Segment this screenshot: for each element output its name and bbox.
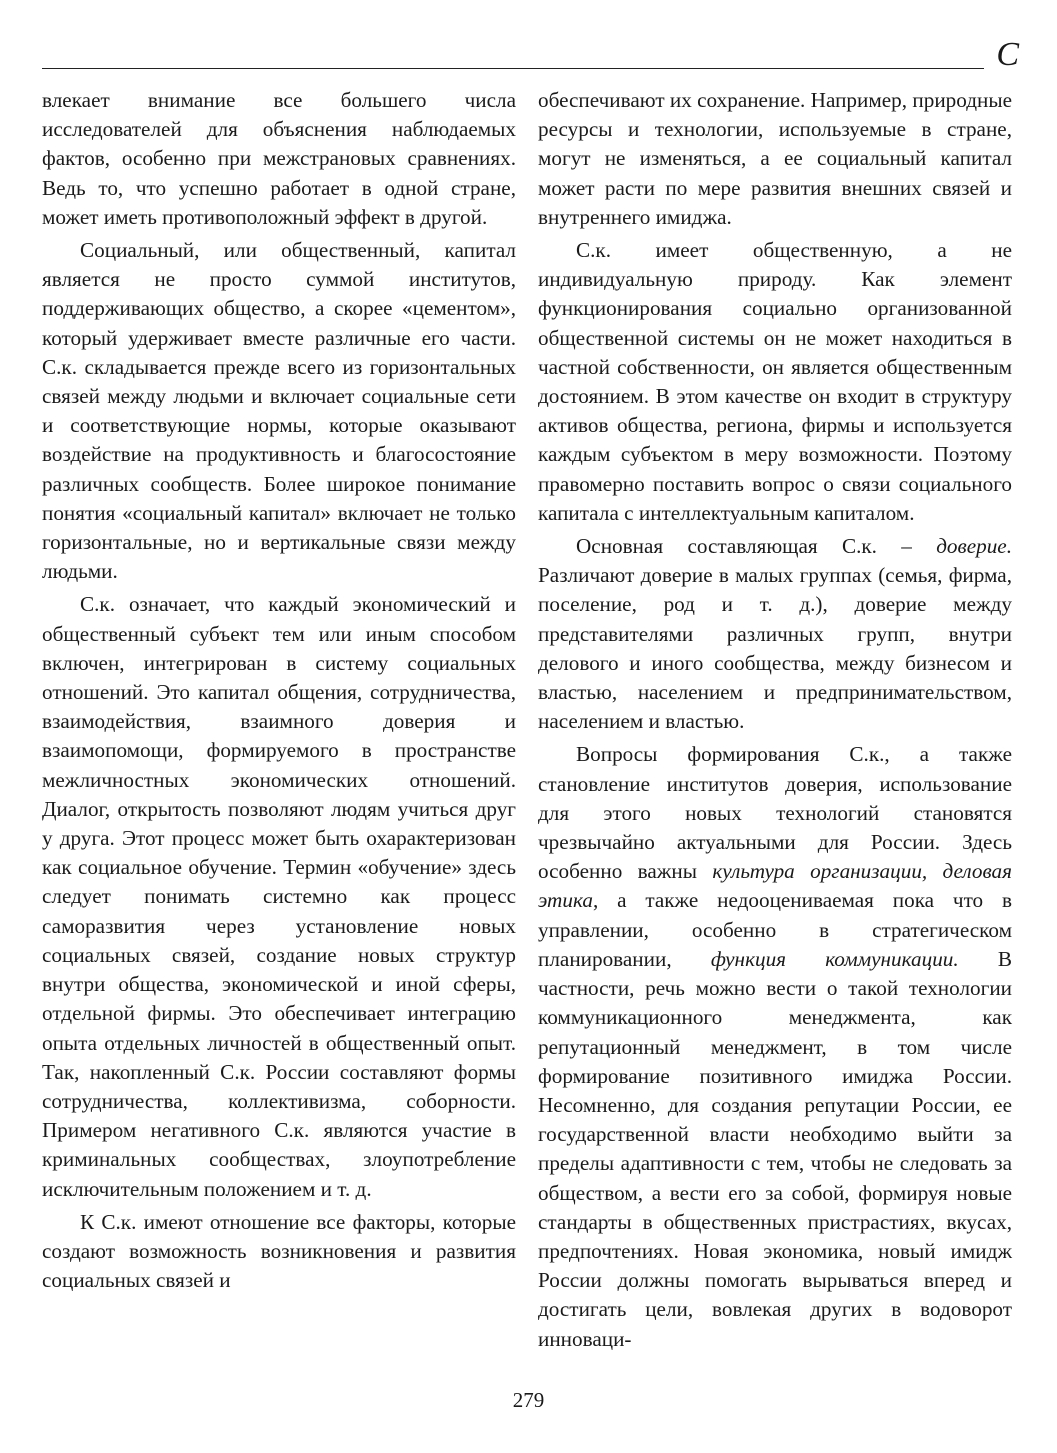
left-paragraph-3: С.к. означает, что каждый экономический и общественный субъект тем или иным способом включен, интегрирован в систему социальных отношений. Это капитал общения, сотрудничества, взаимодействия, взаимного доверия и взаимопомощи, формируемого в пространстве межличностных экономических отношений. Диалог, открытость позволяют людям учиться друг у друга. Этот процесс может быть охарактеризован как социальное обучение. Термин «обучение» здесь следует понимать системно как процесс саморазвития через установление новых социальных связей, создание новых структур внутри общества, экономической и иной сферы, отдельной фирмы. Это обеспечивает интеграцию опыта отдельных личностей в общественный опыт. Так, накопленный С.к. России составляют формы сотрудничества, коллективизма, соборности. Примером негативного С.к. являются участие в криминальных сообществах, злоупотребление исключительным положением и т. д. bbox=[42, 592, 516, 1201]
running-head-letter: С bbox=[996, 36, 1019, 73]
term-communication-function: функция коммуникации. bbox=[710, 946, 959, 971]
right-column bbox=[538, 86, 1012, 1358]
left-paragraph-4: К С.к. имеют отношение все факторы, которые создают возможность возникновения и развития социальных связей и bbox=[42, 1209, 516, 1293]
left-paragraph-1: влекает внимание все большего числа исследователей для объяснения наблюдаемых фактов, особенно при межстрановых сравнениях. Ведь то, что успешно работает в одной стране, может иметь противоположный эффект в другой. bbox=[42, 88, 516, 229]
right-paragraph-4 bbox=[538, 740, 1012, 1353]
left-paragraph-2: Социальный, или общественный, капитал является не просто суммой институтов, поддерживающих общество, а скорее «цементом», который удерживает вместе различные его части. С.к. складывается прежде всего из горизонтальных связей между людьми и включает социальные сети и соответствующие нормы, которые оказывают воздействие на продуктивность и благосостояние различных сообществ. Более широкое понимание понятия «социальный капитал» включает не только горизонтальные, но и вертикальные связи между людьми. bbox=[42, 238, 516, 584]
right-paragraph-2: С.к. имеет общественную, а не индивидуальную природу. Как элемент функционирования социально организованной общественной системы он не может находиться в частной собственности, он является общественным достоянием. В этом качестве он входит в структуру активов общества, региона, фирмы и используется каждым субъектом в меру возможности. Поэтому правомерно поставить вопрос о связи социального капитала с интеллектуальным капиталом. bbox=[538, 238, 1012, 525]
right-p3-text-b: Различают доверие в малых группах (семья, фирма, поселение, род и т. д.), доверие между представителями различных групп, внутри делового и иного сообщества, между бизнесом и властью, населением и предпринимательством, населением и властью. bbox=[538, 563, 1012, 734]
right-p4-text-b: , а также недооцениваемая пока что в управлении, особенно в стратегическом планировании, bbox=[538, 888, 1012, 971]
term-organization-culture: культура организации, деловая этика bbox=[538, 859, 1012, 913]
term-trust: доверие. bbox=[936, 534, 1012, 559]
right-p3-text-a: Основная составляющая С.к. – bbox=[576, 534, 937, 559]
right-paragraph-1: обеспечивают их сохранение. Например, природные ресурсы и технологии, используемые в стране, могут не изменяться, а ее социальный капитал может расти по мере развития внешних связей и внутреннего имиджа. bbox=[538, 88, 1012, 229]
page-number: 279 bbox=[512, 1388, 545, 1412]
right-p4-text-c: В частности, речь можно вести о такой технологии коммуникационного менеджмента, как репутационный менеджмент, в том числе формирование позитивного имиджа России. Несомненно, для создания репутации России, ее государственной власти необходимо выйти за пределы адаптивности с тем, чтобы не следовать за обществом, а вести его за собой, формируя новые стандарты в общественных пристрастиях, вкусах, предпочтениях. Новая экономика, новый имидж России должны помогать вырываться вперед и достигать цели, вовлекая других в водоворот инноваци- bbox=[538, 946, 1012, 1351]
header-rule bbox=[42, 68, 984, 69]
right-p4-text-a: Вопросы формирования С.к., а также становление институтов доверия, использование для этого новых технологий становятся чрезвычайно актуальными для России. Здесь особенно важны bbox=[538, 742, 1012, 884]
left-column bbox=[42, 86, 516, 1299]
right-paragraph-3 bbox=[538, 532, 1012, 736]
